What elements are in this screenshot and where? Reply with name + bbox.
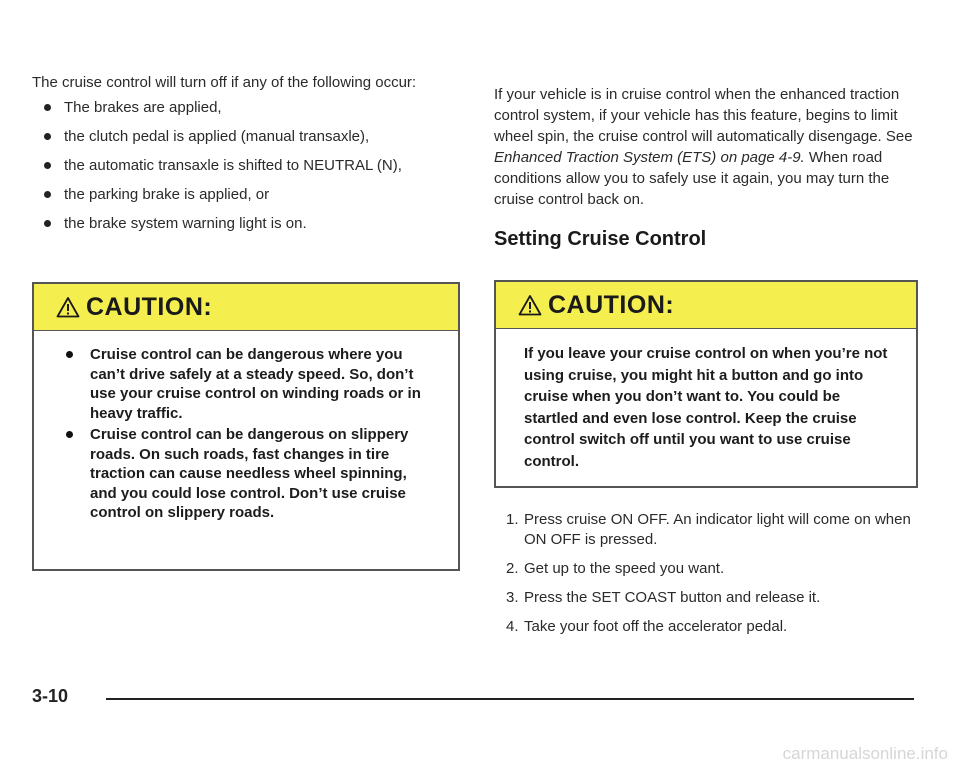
bullet-icon [44,162,51,169]
list-item: the automatic transaxle is shifted to NEUTRAL (N), [32,155,452,176]
caution-title: CAUTION: [86,292,213,321]
caution-header [34,284,458,331]
bullet-icon [44,133,51,140]
cruise-off-conditions-list [32,97,452,234]
step-number: 3. [506,589,519,606]
bullet-icon [66,351,73,358]
list-item: the brake system warning light is on. [32,213,452,234]
bullet-icon [66,431,73,438]
list-item: The brakes are applied, [32,97,452,118]
page-number: 3-10 [32,686,69,706]
list-item: 3. Press the SET COAST button and release it. [506,589,821,606]
warning-triangle-icon [56,296,80,318]
bullet-icon [44,220,51,227]
list-item: Cruise control can be dangerous where you can’t drive safely at a steady speed. So, don’t use your cruise control on winding roads or in heavy traffic. [62,345,434,423]
step-number: 2. [506,560,519,577]
intro-paragraph: The cruise control will turn off if any of the following occur: [32,74,417,91]
list-item: 1. Press cruise ON OFF. An indicator light will come on when ON OFF is pressed. [506,511,911,548]
caution-box-right [494,280,918,488]
list-item: 2. Get up to the speed you want. [506,560,725,577]
step-number: 1. [506,511,519,528]
caution-text: If you leave your cruise control on when you’re not using cruise, you might hit a button and go into cruise when you don’t want to. You could be startled and even lose control. Keep the cruise control switch off until you want to use cruise control. [524,345,888,470]
list-item: the parking brake is applied, or [32,184,452,205]
caution-title: CAUTION: [548,290,675,319]
footer-rule [106,698,914,700]
step-number: 4. [506,618,519,635]
page-reference-link: Enhanced Traction System (ETS) on page 4-9. [494,149,805,166]
warning-triangle-icon [518,294,542,316]
caution-list [62,345,434,523]
list-item: 4. Take your foot off the accelerator pedal. [506,618,788,635]
list-item: the clutch pedal is applied (manual transaxle), [32,126,452,147]
right-column [494,84,914,251]
bullet-icon [44,191,51,198]
section-heading: Setting Cruise Control [494,228,707,250]
caution-header [496,282,916,329]
traction-paragraph: If your vehicle is in cruise control when the enhanced traction control system, if your vehicle has this feature, begins to limit wheel spin, the cruise control will automatically disengage. See Enhanced Traction System (ETS) on page 4-9. When road conditions allow you to safely use it again, you may turn the cruise control back on. [494,86,913,208]
setting-steps-list [494,510,914,646]
caution-box-left [32,282,460,571]
caution-body [34,331,458,535]
list-item: Cruise control can be dangerous on slippery roads. On such roads, fast changes in tire traction can cause needless wheel spinning, and you could lose control. Don’t use cruise control on slippery roads. [62,425,434,523]
watermark: carmanualsonline.info [782,744,948,763]
left-column [32,72,452,242]
bullet-icon [44,104,51,111]
caution-body [496,329,916,480]
